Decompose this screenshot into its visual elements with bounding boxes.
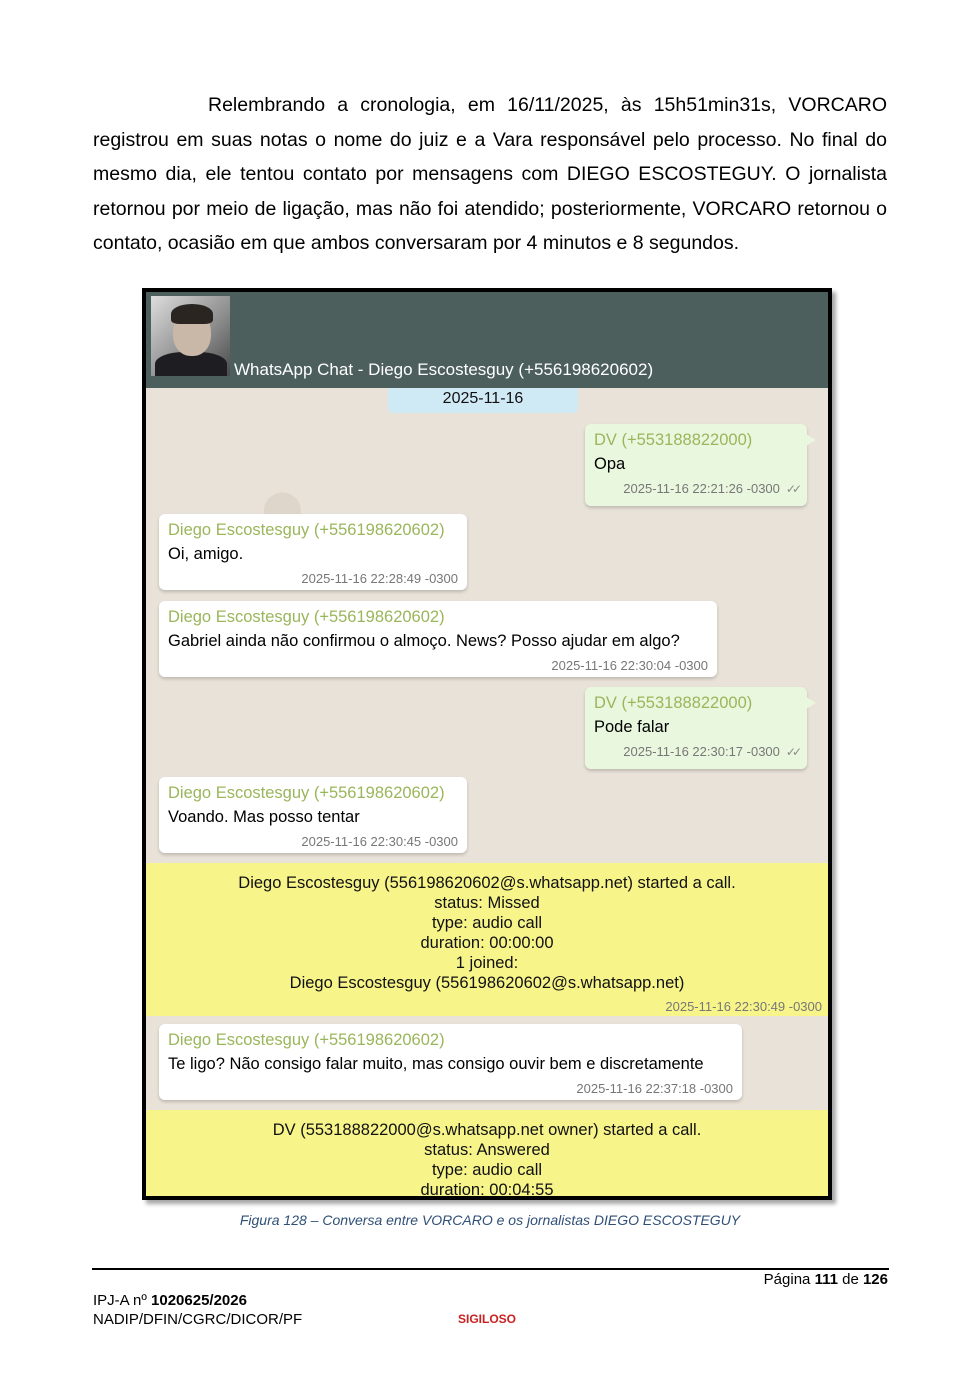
message-bubble-incoming: [159, 514, 467, 590]
call-duration: duration: 00:04:55: [420, 1181, 554, 1199]
unit-label: NADIP/DFIN/CGRC/DICOR/PF: [93, 1311, 303, 1328]
call-log-missed: [146, 863, 828, 1016]
call-timestamp: 2025-11-16 22:30:49 -0300: [665, 999, 822, 1014]
call-status: status: Answered: [424, 1141, 550, 1159]
message-sender: DV (+553188822000): [594, 694, 753, 712]
message-sender: Diego Escostesguy (+556198620602): [168, 608, 445, 626]
message-sender: DV (+553188822000): [594, 431, 753, 449]
message-text: Gabriel ainda não confirmou o almoço. News? Posso ajudar em algo?: [168, 632, 680, 650]
message-sender: Diego Escostesguy (+556198620602): [168, 1031, 445, 1049]
message-text: Oi, amigo.: [168, 545, 244, 563]
call-line: DV (553188822000@s.whatsapp.net owner) started a call.: [272, 1121, 702, 1139]
figure-caption: Figura 128 – Conversa entre VORCARO e os jornalistas DIEGO ESCOSTEGUY: [239, 1212, 741, 1228]
call-type: type: audio call: [431, 1161, 543, 1179]
call-duration: duration: 00:00:00: [420, 934, 554, 952]
message-text: Opa: [594, 455, 626, 473]
message-timestamp: 2025-11-16 22:28:49 -0300: [301, 571, 458, 586]
call-type: type: audio call: [431, 914, 543, 932]
message-timestamp: 2025-11-16 22:37:18 -0300: [576, 1081, 733, 1096]
read-ticks-icon: ✓✓: [785, 745, 798, 759]
message-sender: Diego Escostesguy (+556198620602): [168, 521, 445, 539]
document-identifier: IPJ-A nº 1020625/2026 NADIP/DFIN/CGRC/DICOR/PF: [93, 1292, 303, 1328]
chat-title: WhatsApp Chat - Diego Escostesguy (+556198620602): [234, 360, 654, 379]
message-text: Pode falar: [594, 718, 670, 736]
call-log-answered: [146, 1110, 828, 1200]
whatsapp-screenshot: [142, 288, 832, 1200]
classification-label: SIGILOSO: [458, 1312, 517, 1326]
message-timestamp: 2025-11-16 22:30:45 -0300: [301, 834, 458, 849]
message-bubble-incoming: [159, 777, 467, 853]
call-participant: Diego Escostesguy (556198620602@s.whatsapp.net): [289, 974, 685, 992]
message-timestamp: 2025-11-16 22:30:17 -0300 ✓✓: [623, 744, 798, 759]
date-separator: 2025-11-16: [388, 388, 578, 413]
page-number: Página 111 de 126: [763, 1271, 888, 1288]
call-joined: 1 joined:: [455, 954, 519, 972]
message-bubble-outgoing: [585, 424, 807, 506]
message-timestamp: 2025-11-16 22:21:26 -0300 ✓✓: [623, 481, 798, 496]
message-bubble-incoming: [159, 1024, 742, 1100]
message-timestamp: 2025-11-16 22:30:04 -0300: [551, 658, 708, 673]
message-bubble-outgoing: [585, 687, 807, 769]
call-status: status: Missed: [434, 894, 540, 912]
body-paragraph: [93, 88, 887, 261]
message-text: Te ligo? Não consigo falar muito, mas consigo ouvir bem e discretamente: [168, 1055, 704, 1073]
footer-divider: [92, 1268, 889, 1270]
avatar: [151, 296, 230, 376]
chat-header: [146, 292, 828, 388]
message-text: Voando. Mas posso tentar: [168, 808, 360, 826]
message-bubble-incoming: [159, 601, 717, 677]
call-line: Diego Escostesguy (556198620602@s.whatsapp.net) started a call.: [238, 874, 736, 892]
message-sender: Diego Escostesguy (+556198620602): [168, 784, 445, 802]
read-ticks-icon: ✓✓: [785, 482, 798, 496]
paragraph-text: Relembrando a cronologia, em 16/11/2025, às 15h51min31s, VORCARO registrou em suas notas o nome do juiz e a Vara responsável pelo processo. No final do mesmo dia, ele tentou contato por mensagens com DIEGO ESCOSTEGUY. O jornalista retornou por meio de ligação, mas não foi atendido; posteriormente, VORCARO retornou o contato, ocasião em que ambos conversaram por 4 minutos e 8 segundos.: [93, 94, 887, 254]
